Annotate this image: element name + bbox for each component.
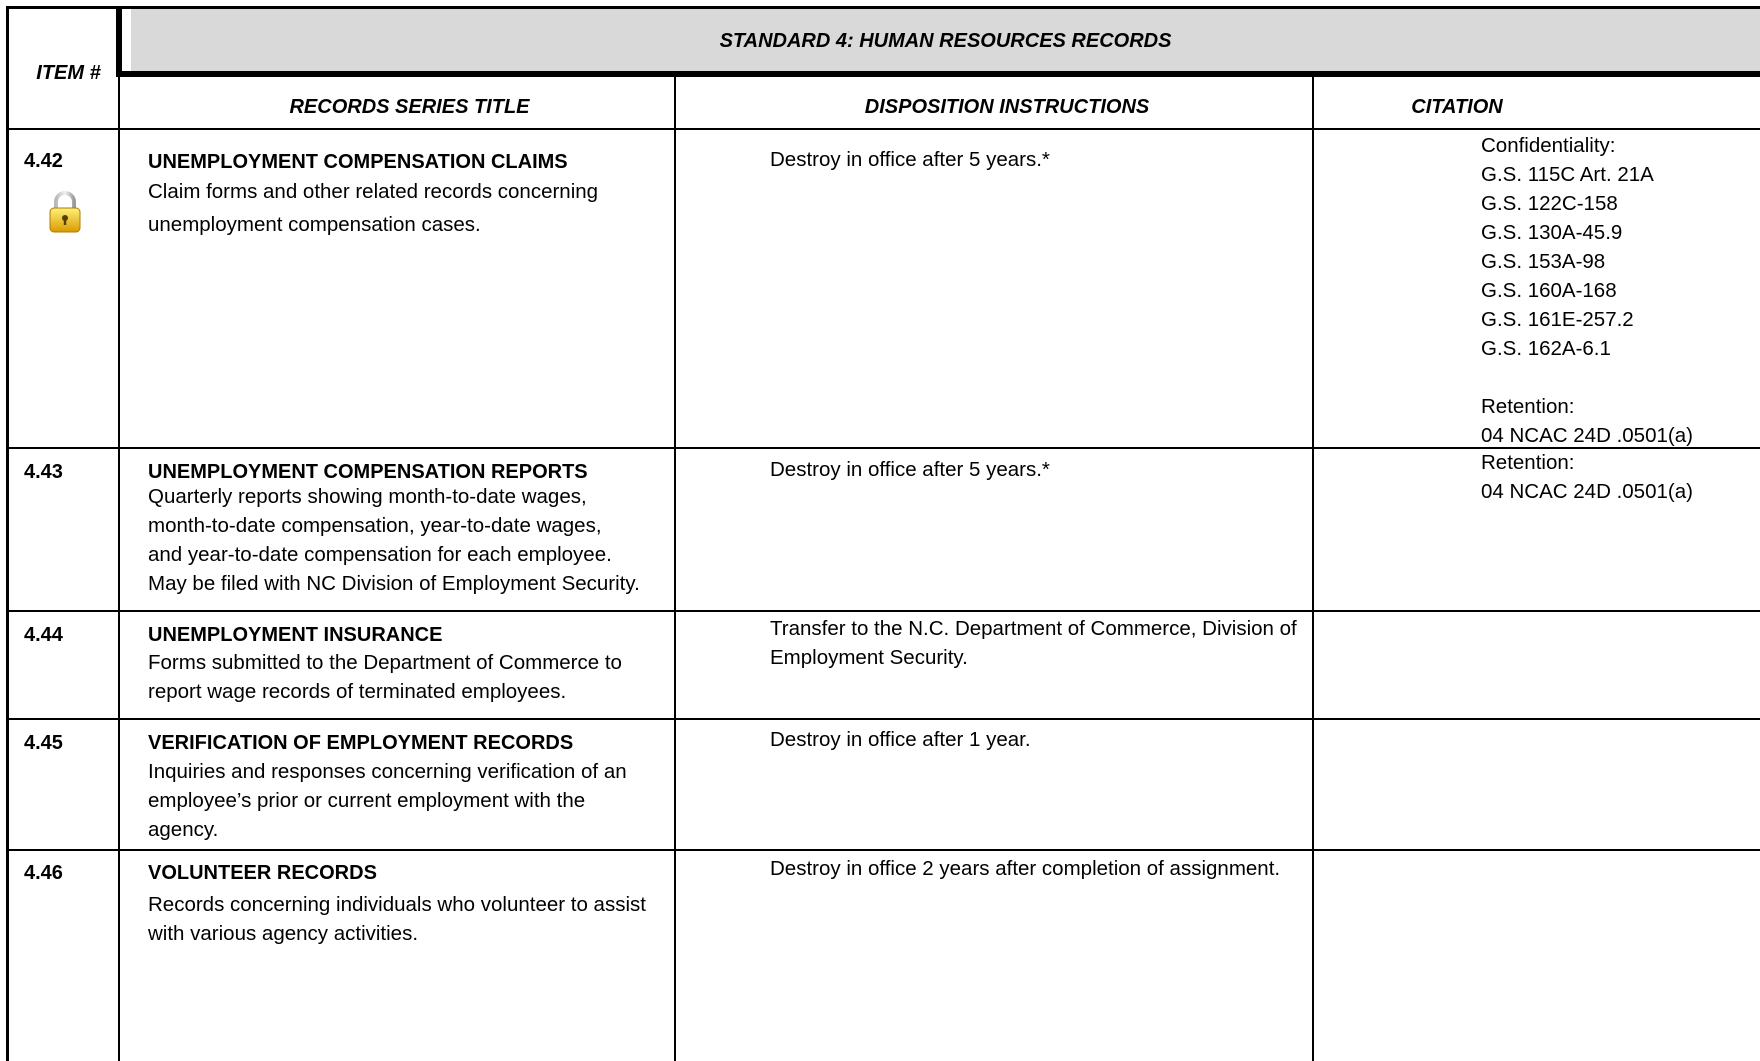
series-title: VERIFICATION OF EMPLOYMENT RECORDS [148, 732, 574, 754]
item-number: 4.43 [24, 461, 63, 483]
disposition-line: Employment Security. [770, 646, 968, 669]
records-schedule-table [6, 6, 1760, 1061]
table-border-left [6, 6, 9, 1061]
item-number: 4.45 [24, 732, 63, 754]
disposition-instructions [770, 144, 1470, 177]
header-bottom-border [6, 128, 1760, 130]
disposition-instructions [770, 614, 1470, 672]
disposition-header: DISPOSITION INSTRUCTIONS [864, 96, 1150, 118]
row-divider-3 [6, 718, 1760, 720]
citation-line: 04 NCAC 24D .0501(a) [1481, 480, 1693, 503]
item-number: 4.46 [24, 862, 63, 884]
item-number: 4.44 [24, 624, 63, 646]
col-divider-1 [118, 71, 120, 1061]
description-line: employee’s prior or current employment with the [148, 789, 586, 812]
citation-line: Confidentiality: [1481, 134, 1616, 157]
item-number-header: ITEM # [36, 62, 101, 84]
disposition-line: Destroy in office after 1 year. [770, 728, 1031, 751]
table-border-top [6, 6, 1760, 9]
description-line: Forms submitted to the Department of Commerce to [148, 651, 622, 674]
citation-line: G.S. 161E-257.2 [1481, 308, 1634, 331]
standard-banner [131, 6, 1760, 76]
series-title: UNEMPLOYMENT COMPENSATION CLAIMS [148, 151, 568, 173]
citation-line: Retention: [1481, 451, 1575, 474]
disposition-instructions [770, 454, 1470, 487]
description-line: unemployment compensation cases. [148, 212, 481, 236]
lock-icon [47, 189, 83, 235]
series-description [148, 482, 758, 598]
series-title-header: RECORDS SERIES TITLE [289, 96, 530, 118]
series-description [148, 648, 758, 706]
description-line: month-to-date compensation, year-to-date wages, [148, 514, 602, 537]
citation-line: G.S. 130A-45.9 [1481, 221, 1623, 244]
description-line: Quarterly reports showing month-to-date wages, [148, 485, 587, 508]
description-line: report wage records of terminated employees. [148, 680, 567, 703]
citation [1481, 131, 1760, 450]
series-title: UNEMPLOYMENT COMPENSATION REPORTS [148, 461, 588, 483]
citation [1481, 448, 1760, 506]
disposition-line: Destroy in office 2 years after completion of assignment. [770, 857, 1281, 880]
row-divider-2 [6, 610, 1760, 612]
citation-line: G.S. 115C Art. 21A [1481, 163, 1654, 186]
col-divider-3 [1312, 71, 1314, 1061]
disposition-line: Destroy in office after 5 years.* [770, 458, 1050, 481]
banner-left-border [116, 6, 122, 76]
disposition-instructions [770, 853, 1470, 886]
series-description [148, 890, 758, 948]
item-number: 4.42 [24, 150, 63, 172]
description-line: and year-to-date compensation for each employee. [148, 543, 612, 566]
description-line: Records concerning individuals who volunteer to assist [148, 893, 646, 916]
citation-line: G.S. 153A-98 [1481, 250, 1606, 273]
series-description [148, 176, 758, 241]
citation-header: CITATION [1411, 96, 1503, 118]
citation-line: 04 NCAC 24D .0501(a) [1481, 424, 1693, 447]
series-title: VOLUNTEER RECORDS [148, 862, 377, 884]
disposition-instructions [770, 724, 1470, 757]
citation-line: G.S. 122C-158 [1481, 192, 1618, 215]
standard-title: STANDARD 4: HUMAN RESOURCES RECORDS [719, 30, 1172, 52]
citation-line: Retention: [1481, 395, 1575, 418]
banner-bottom-border [116, 71, 1760, 77]
description-line: Claim forms and other related records concerning [148, 180, 599, 203]
series-title: UNEMPLOYMENT INSURANCE [148, 624, 443, 646]
disposition-line: Destroy in office after 5 years.* [770, 148, 1050, 171]
series-description [148, 757, 758, 844]
description-line: May be filed with NC Division of Employment Security. [148, 572, 640, 595]
citation-line: G.S. 162A-6.1 [1481, 337, 1611, 360]
row-divider-4 [6, 849, 1760, 851]
description-line: agency. [148, 818, 219, 841]
citation-spacer [1481, 363, 1760, 392]
disposition-line: Transfer to the N.C. Department of Commerce, Division of [770, 617, 1297, 640]
description-line: Inquiries and responses concerning verification of an [148, 760, 627, 783]
description-line: with various agency activities. [148, 922, 419, 945]
citation-line: G.S. 160A-168 [1481, 279, 1617, 302]
